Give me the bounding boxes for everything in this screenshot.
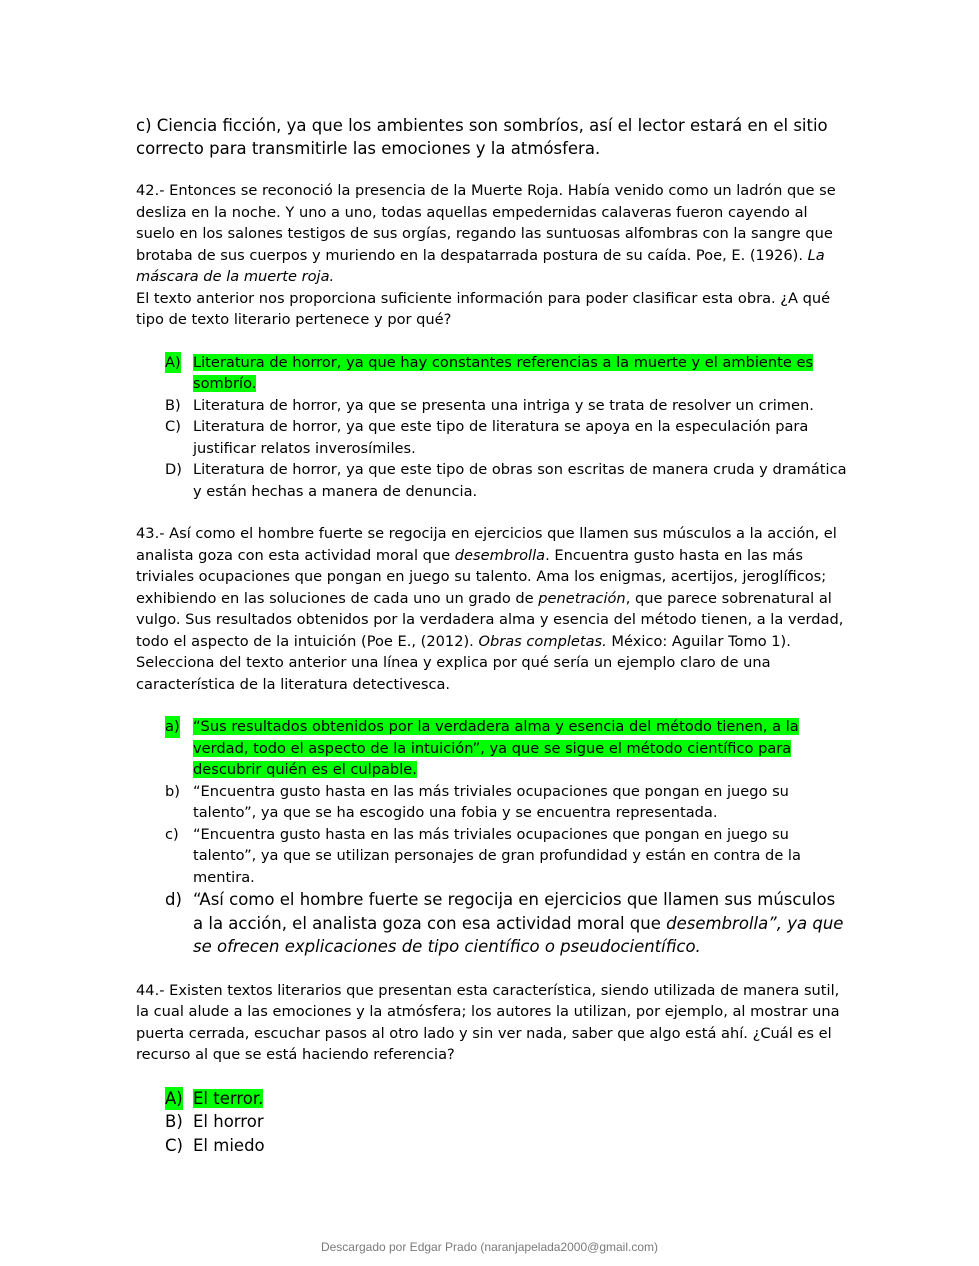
- download-footer: Descargado por Edgar Prado (naranjapelada2000@gmail.com): [320, 1240, 659, 1254]
- option-label: D): [165, 461, 182, 478]
- q44-option-a: [136, 1087, 848, 1111]
- option-text: Literatura de horror, ya que hay constantes referencias a la muerte y el ambiente es sombrío.: [193, 353, 814, 392]
- q42-option-a: [136, 352, 848, 395]
- q43-passage: [136, 523, 848, 652]
- option-text: “Encuentra gusto hasta en las más triviales ocupaciones que pongan en juego su talento”, ya que se ha escogido una fobia y se encuentra representada.: [193, 782, 789, 821]
- q43-option-b: [136, 781, 848, 824]
- option-label: B): [165, 396, 181, 414]
- q42-option-c: [136, 416, 848, 459]
- q42-options: [136, 352, 848, 503]
- option-text: “Encuentra gusto hasta en las más triviales ocupaciones que pongan en juego su talento”, ya que se utilizan personajes de gran profundidad y están en contra de la mentira.: [193, 825, 801, 886]
- q42-question: El texto anterior nos proporciona suficiente información para poder clasificar esta obra. ¿A qué tipo de texto literario pertenece y por qué?: [136, 289, 831, 328]
- option-text: Literatura de horror, ya que se presenta una intriga y se trata de resolver un crimen.: [193, 396, 814, 414]
- option-text: “Así como el hombre fuerte se regocija en ejercicios que llamen sus músculos a la acción, el analista goza con esa actividad moral que: [193, 890, 836, 933]
- q43-passage-part: . Encuentra gusto hasta en las más triviales ocupaciones que pongan en juego su talento. Ama los enigmas, acertijos, jeroglíficos; exhibiendo en las soluciones de cada uno un grado de: [136, 546, 827, 607]
- q43-passage-italic: desembrolla: [454, 546, 546, 564]
- option-text: El miedo: [193, 1135, 265, 1155]
- q43-question: Selecciona del texto anterior una línea y explica por qué sería un ejemplo claro de una característica de la literatura detectivesca.: [136, 654, 771, 693]
- q43-passage-italic: Obras completas.: [478, 632, 607, 650]
- q42-option-b: [136, 395, 848, 417]
- q43-passage-part: México: Aguilar Tomo 1).: [606, 632, 791, 650]
- option-text-italic: desembrolla”, ya que se ofrecen explicaciones de tipo científico o pseudocientífico.: [193, 913, 844, 956]
- option-text: Literatura de horror, ya que este tipo de obras son escritas de manera cruda y dramática y están hechas a manera de denuncia.: [193, 461, 847, 500]
- q43-option-d: [136, 888, 848, 959]
- q44-option-b: [136, 1110, 848, 1134]
- option-label: C): [165, 1135, 183, 1155]
- q43-passage-part: , que parece sobrenatural al vulgo. Sus resultados obtenidos por la verdadera alma y esencia del método tienen, a la verdad, todo el aspecto de la intuición (Poe E., (2012).: [136, 589, 844, 650]
- option-text: El horror: [193, 1112, 264, 1131]
- q43-passage-italic: penetración: [538, 589, 626, 607]
- q42-option-d: [136, 459, 848, 502]
- q43-options: [136, 716, 848, 959]
- q43-option-c: [136, 824, 848, 889]
- q43-passage-part: 43.- Así como el hombre fuerte se regocija en ejercicios que llamen sus músculos a la acción, el analista goza con esta actividad moral que: [136, 525, 837, 564]
- option-label: A): [165, 352, 181, 374]
- document-page: [136, 114, 848, 1157]
- option-label: A): [165, 1087, 183, 1111]
- q44-options: [136, 1087, 848, 1158]
- q42-passage: [136, 180, 848, 288]
- q42-passage-text: 42.- Entonces se reconoció la presencia de la Muerte Roja. Había venido como un ladrón que se desliza en la noche. Y uno a uno, todas aquellas empedernidas calaveras fueron cayendo al suelo en los salones testigos de sus orgías, regando las suntuosas alfombras con la sangre que brotaba de sus cuerpos y muriendo en la despatarrada postura de su caída. Poe, E. (1926).: [136, 182, 836, 264]
- option-text: El terror.: [193, 1088, 264, 1108]
- q44-passage: 44.- Existen textos literarios que presentan esta característica, siendo utilizada de manera sutil, la cual alude a las emociones y la atmósfera; los autores la utilizan, por ejemplo, al mostrar una puerta cerrada, escuchar pasos al otro lado y sin ver nada, saber que algo está ahí. ¿Cuál es el recurso al que se está haciendo referencia?: [136, 981, 840, 1063]
- option-label: d): [165, 890, 182, 909]
- option-label: c): [165, 825, 179, 843]
- option-text: Literatura de horror, ya que este tipo de literatura se apoya en la especulación para justificar relatos inverosímiles.: [193, 418, 809, 457]
- q43-option-a: [136, 716, 848, 781]
- option-label: a): [165, 716, 180, 738]
- option-text: “Sus resultados obtenidos por la verdadera alma y esencia del método tienen, a la verdad, todo el aspecto de la intuición”, ya que se sigue el método científico para descubrir quién es el culpable.: [193, 718, 799, 778]
- option-label: B): [165, 1112, 183, 1131]
- option-label: b): [165, 782, 180, 800]
- q42-source-title: La máscara de la muerte roja.: [136, 246, 825, 285]
- option-label: C): [165, 418, 181, 435]
- q44-option-c: [136, 1134, 848, 1158]
- q41-option-c: c) Ciencia ficción, ya que los ambientes son sombríos, así el lector estará en el sitio correcto para transmitirle las emociones y la atmósfera.: [136, 116, 828, 158]
